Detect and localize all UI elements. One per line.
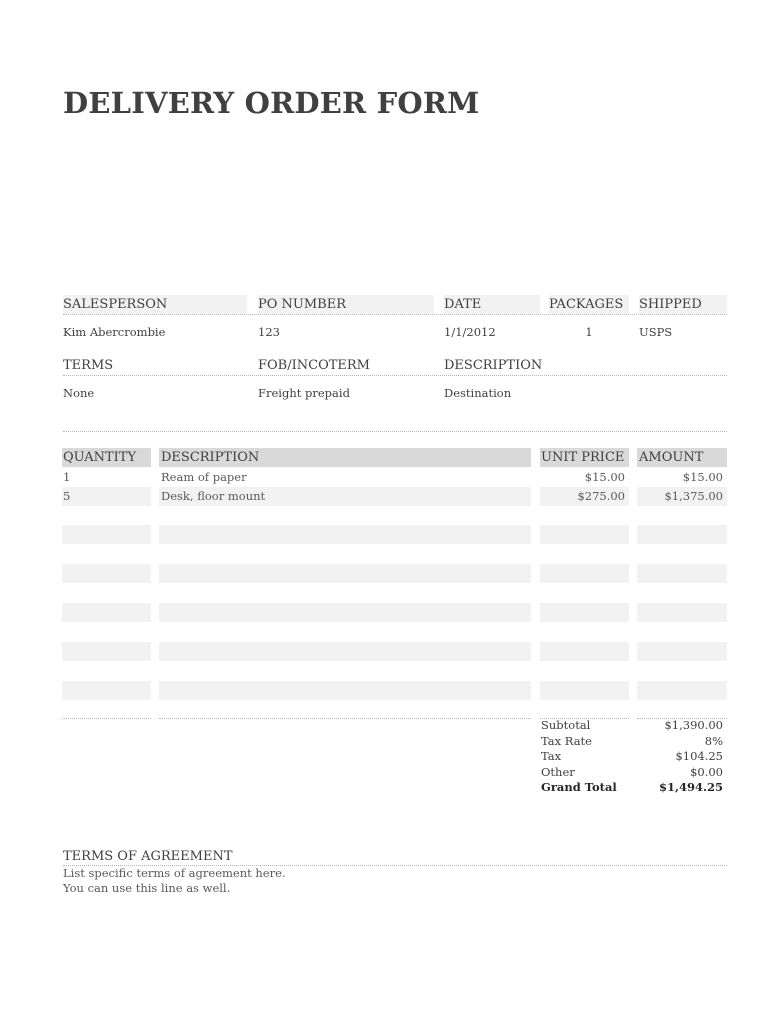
other-label: Other xyxy=(541,764,575,779)
info-header-row-2 xyxy=(63,356,727,375)
quantity-column-header xyxy=(62,448,151,467)
table-row-1-description: Ream of paper xyxy=(161,470,247,484)
table-row-empty xyxy=(637,525,727,544)
table-row-empty xyxy=(62,564,151,583)
table-row-empty xyxy=(637,603,727,622)
subtotal-value: $1,390.00 xyxy=(664,718,723,732)
packages-value: 1 xyxy=(585,325,593,339)
po-number-header: PO NUMBER xyxy=(258,295,434,314)
shipped-value: USPS xyxy=(639,325,673,339)
amount-header-text: AMOUNT xyxy=(639,450,704,465)
info-value-row-2 xyxy=(63,385,727,401)
tax-rate-value: 8% xyxy=(704,733,723,748)
totals-block xyxy=(541,718,723,796)
table-row-empty xyxy=(637,681,727,700)
table-row-empty xyxy=(62,642,151,661)
table-row-2-amount: $1,375.00 xyxy=(637,487,727,506)
shipped-header: SHIPPED xyxy=(639,295,727,314)
table-row-empty xyxy=(159,681,531,700)
unit-price-header-text: UNIT PRICE xyxy=(541,450,625,465)
description-column-header xyxy=(159,448,531,467)
amount-column-header xyxy=(637,448,727,467)
page-title: DELIVERY ORDER FORM xyxy=(63,86,480,120)
subtotal-row xyxy=(541,718,723,734)
table-row-empty xyxy=(62,681,151,700)
subtotal-label: Subtotal xyxy=(541,718,591,732)
fob-incoterm-value: Freight prepaid xyxy=(258,386,350,400)
table-row-empty xyxy=(540,681,629,700)
terms-value: None xyxy=(63,386,95,400)
other-value: $0.00 xyxy=(690,764,723,779)
grand-total-label: Grand Total xyxy=(541,780,617,794)
table-row-empty xyxy=(62,525,151,544)
table-row-2-description: Desk, floor mount xyxy=(159,487,531,506)
table-row-empty xyxy=(62,603,151,622)
table-row-1-quantity: 1 xyxy=(63,470,71,484)
date-value: 1/1/2012 xyxy=(444,325,496,339)
description-header-text: DESCRIPTION xyxy=(161,450,260,465)
info-value-row-1 xyxy=(63,324,727,340)
terms-line-2: You can use this line as well. xyxy=(63,881,231,895)
table-row-empty xyxy=(159,564,531,583)
table-row-empty xyxy=(540,525,629,544)
date-header: DATE xyxy=(444,295,540,314)
table-row-empty xyxy=(159,642,531,661)
tax-rate-label: Tax Rate xyxy=(541,733,592,748)
table-row-empty xyxy=(637,642,727,661)
tax-value: $104.25 xyxy=(675,749,723,763)
table-row-empty xyxy=(637,564,727,583)
info-header-underline xyxy=(63,314,727,315)
table-row-1-amount: $15.00 xyxy=(682,470,723,484)
grand-total-row xyxy=(541,780,723,796)
info-header-underline xyxy=(63,375,727,376)
other-row xyxy=(541,765,723,781)
table-row-2-unit-price: $275.00 xyxy=(540,487,629,506)
table-row-2-quantity: 5 xyxy=(62,487,151,506)
table-row-empty xyxy=(540,603,629,622)
fob-incoterm-header: FOB/INCOTERM xyxy=(258,358,370,373)
table-row-empty xyxy=(540,564,629,583)
table-row-1-unit-price: $15.00 xyxy=(584,470,625,484)
quantity-header-text: QUANTITY xyxy=(63,450,137,465)
terms-header: TERMS xyxy=(63,358,114,373)
tax-rate-row xyxy=(541,734,723,750)
table-bottom-border xyxy=(159,718,531,719)
grand-total-value: $1,494.25 xyxy=(658,780,723,794)
tax-row xyxy=(541,749,723,765)
salesperson-value: Kim Abercrombie xyxy=(63,325,166,339)
po-number-value: 123 xyxy=(258,325,280,339)
salesperson-header: SALESPERSON xyxy=(63,295,247,314)
tax-label: Tax xyxy=(541,749,562,763)
table-row-empty xyxy=(159,525,531,544)
packages-header: PACKAGES xyxy=(549,295,629,314)
table-row-empty xyxy=(540,642,629,661)
description-info-value: Destination xyxy=(444,386,512,400)
terms-line-1: List specific terms of agreement here. xyxy=(63,866,286,880)
table-bottom-border xyxy=(62,718,151,719)
table-row-empty xyxy=(159,603,531,622)
unit-price-column-header xyxy=(540,448,629,467)
section-divider xyxy=(63,431,727,432)
info-header-row-1 xyxy=(63,295,727,314)
terms-of-agreement-heading: TERMS OF AGREEMENT xyxy=(63,849,233,864)
description-info-header: DESCRIPTION xyxy=(444,358,543,373)
